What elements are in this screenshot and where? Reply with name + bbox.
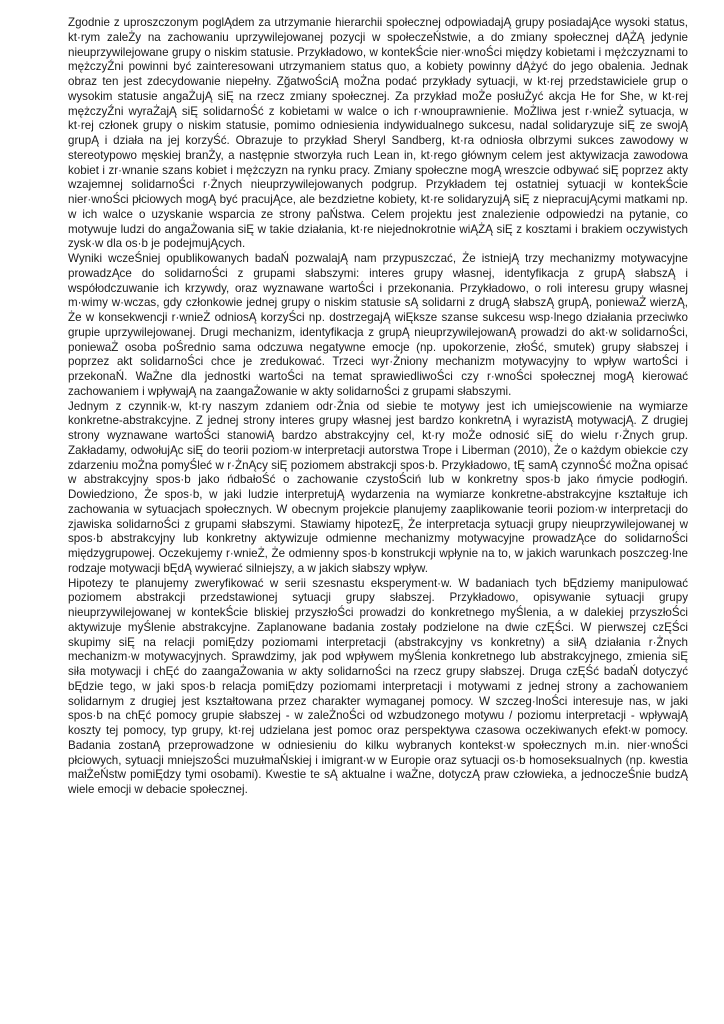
paragraph-1: Zgodnie z uproszczonym poglĄdem za utrzymanie hierarchii społecznej odpowiadajĄ grupy posiadajĄce wysoki status, kt·rym zaleŻy na zachowaniu uprzywilejowanej pozycji w społeczeŃstwie, a do zmiany społecznej dĄŻĄ jedynie nieuprzywilejowane grupy o niskim statusie. Przykładowo, w kontekŚcie nier·wnoŚci między kobietami i mężczyznami to mężczyŹni powinni być zainteresowani utrzymaniem status quo, a kobiety powinny dĄżyć do jego obalenia. Jednak obraz ten jest zdecydowanie niepełny. ZğatwoŚciĄ moŻna podać przykłady sytuacji, w kt·rej przedstawiciele grup o wysokim statusie angaŻujĄ siĘ na rzecz zmiany społecznej. Za przykład moŻe posłuŻyć akcja He for She, w kt·rej mężczyŹni wyraŻajĄ siĘ solidarnoŚć z kobietami w walce o ich r·wnouprawnienie. MoŻliwa jest r·wnieŻ sytuacja, w kt·rej członek grupy o niskim statusie, pomimo odniesienia indywidualnego sukcesu, nadal solidaryzuje siĘ ze swojĄ grupĄ i działa na jej korzyŚć. Obrazuje to przykład Sheryl Sandberg, kt·ra odniosła olbrzymi sukces zawodowy w stereotypowo męskiej branŻy, a następnie stworzyła ruch Lean in, kt·rego głównym celem jest aktywizacja zawodowa kobiet i zr·wnanie szans kobiet i mężczyzn na rynku pracy. Zmiany społeczne mogĄ wreszcie odbywać siĘ poprzez akty wzajemnej solidarnoŚci r·Żnych nieuprzywilejowanych podgrup. Przykładem tej ostatniej sytuacji w kontekŚcie nier·wnoŚci płciowych mogĄ być pracujĄce, ale bezdzietne kobiety, kt·re solidaryzujĄ siĘ z niepracujĄcymi matkami np. w ich walce o uzyskanie wsparcia ze strony paŃstwa. Celem projektu jest znalezienie odpowiedzi na pytanie, co motywuje ludzi do angaŻowania siĘ w takie działania, kt·re niejednokrotnie wiĄŻĄ siĘ z kosztami i brakiem oczywistych zysk·w dla os·b je podejmujĄcych. — [68, 16, 688, 251]
paragraph-2: Wyniki wczeŚniej opublikowanych badaŃ pozwalajĄ nam przypuszczać, Że istniejĄ trzy mechanizmy motywacyjne prowadzĄce do solidarnoŚci z grupami słabszymi: interes grupy własnej, identyfikacja z grupĄ słabszĄ i współodczuwanie ich krzywdy, oraz wyznawane wartoŚci i przekonania. Przykładowo, o roli interesu grupy własnej m·wimy w·wczas, gdy członkowie jednej grupy o niskim statusie sĄ solidarni z drugĄ słabszĄ grupĄ, poniewaŻ wierzĄ, Że w konsekwencji r·wnieŻ odniosĄ korzyŚci np. dostrzegajĄ wiĘksze szanse sukcesu wsp·lnego działania przeciwko grupie uprzywilejowanej. Drugi mechanizm, identyfikacja z grupĄ nieuprzywilejowanĄ prowadzi do akt·w solidarnoŚci, poniewaŻ osoba poŚrednio sama odczuwa negatywne emocje (np. upokorzenie, złoŚć, smutek) grupy słabszej i poprzez akt solidarnoŚci chce je zredukować. Trzeci wyr·Żniony mechanizm motywacyjny to wpływ wartoŚci i przekonaŃ. WaŻne dla jednostki wartoŚci na temat sprawiedliwoŚci czy r·wnoŚci społecznej mogĄ kierować zachowaniem i wpływajĄ na zaangaŻowanie w akty solidarnoŚci z grupami słabszymi. — [68, 252, 688, 398]
document-page — [68, 16, 688, 798]
paragraph-3: Jednym z czynnik·w, kt·ry naszym zdaniem odr·Żnia od siebie te motywy jest ich umiejscowienie na wymiarze konkretne-abstrakcyjne. Z jednej strony interes grupy własnej jest bardzo konkretnĄ i wyrazistĄ motywacjĄ. Z drugiej strony wyznawane wartoŚci stanowiĄ bardzo abstrakcyjny cel, kt·ry moŻe odnosić siĘ do wielu r·Żnych grup. Zakładamy, odwołujĄc siĘ do teorii poziom·w interpretacji autorstwa Trope i Liberman (2010), Że o każdym obiekcie czy zdarzeniu moŻna pomyŚleć w r·ŻnĄcy siĘ poziomem abstrakcji spos·b. Przykładowo, tĘ samĄ czynnoŚć moŻna opisać w abstrakcyjny spos·b jako ńdbałoŚć o zachowanie czystoŚciń lub w konkretny spos·b jako ńmycie podłogiń. Dowiedziono, Że spos·b, w jaki ludzie interpretujĄ wydarzenia na wymiarze konkretne-abstrakcyjne kształtuje ich zachowania w sytuacjach społecznych. W obecnym projekcie planujemy zaaplikowanie teorii poziom·w interpretacji do zjawiska solidarnoŚci z grupami słabszymi. Stawiamy hipotezĘ, Że interpretacja sytuacji grupy nieuprzywilejowanej w spos·b abstrakcyjny lub konkretny aktywizuje odmienne mechanizmy motywacyjne prowadzĄce do solidarnoŚci międzygrupowej. Oczekujemy r·wnieŻ, Że odmienny spos·b konstrukcji wpłynie na to, w jakich warunkach poszczeg·lne rodzaje motywacji bĘdĄ wywierać silniejszy, a w jakich słabszy wpływ. — [68, 399, 688, 575]
paragraph-4: Hipotezy te planujemy zweryfikować w serii szesnastu eksperyment·w. W badaniach tych bĘdziemy manipulować poziomem abstrakcji przedstawionej sytuacji grupy słabszej. Przykładowo, opisywanie sytuacji grupy nieuprzywilejowanej w kontekŚcie bliskiej przyszłoŚci prowadzi do konkretnego myŚlenia, a w dalekiej przyszłoŚci aktywizuje myŚlenie abstrakcyjne. Zaplanowane badania zostały podzielone na dwie czĘŚci. W pierwszej czĘŚci skupimy siĘ na relacji pomiĘdzy poziomami interpretacji (abstrakcyjny vs konkretny) a siłĄ działania r·Żnych mechanizm·w motywacyjnych. Sprawdzimy, jak pod wpływem myŚlenia konkretnego lub abstrakcyjnego, zmienia siĘ siła motywacji i chĘć do zaangaŻowania w akty solidarnoŚci na rzecz grupy słabszej. Druga czĘŚć badaŃ dotyczyć bĘdzie tego, w jaki spos·b relacja pomiĘdzy poziomami interpretacji i motywami z jednej strony a zachowaniem solidarnym z drugiej jest kształtowana przez charakter wymaganej pomocy. W szczeg·lnoŚci interesuje nas, w jaki spos·b na chĘć pomocy grupie słabszej - w zaleŻnoŚci od wzbudzonego motywu / poziomu interpretacji - wpływajĄ koszty tej pomocy, typ grupy, kt·rej udzielana jest pomoc oraz perspektywa czasowa oczekiwanych efekt·w pomocy. Badania zostanĄ przeprowadzone w odniesieniu do kilku wybranych kontekst·w społecznych m.in. nier·wnoŚci płciowych, sytuacji mniejszoŚci muzułmaŃskiej i imigrant·w w Europie oraz sytuacji os·b homoseksualnych (np. kwestia małŻeŃstw pomiĘdzy tymi osobami). Kwestie te sĄ aktualne i waŻne, dotyczĄ praw człowieka, a jednoczeŚnie budzĄ wiele emocji w debacie społecznej. — [68, 576, 688, 796]
